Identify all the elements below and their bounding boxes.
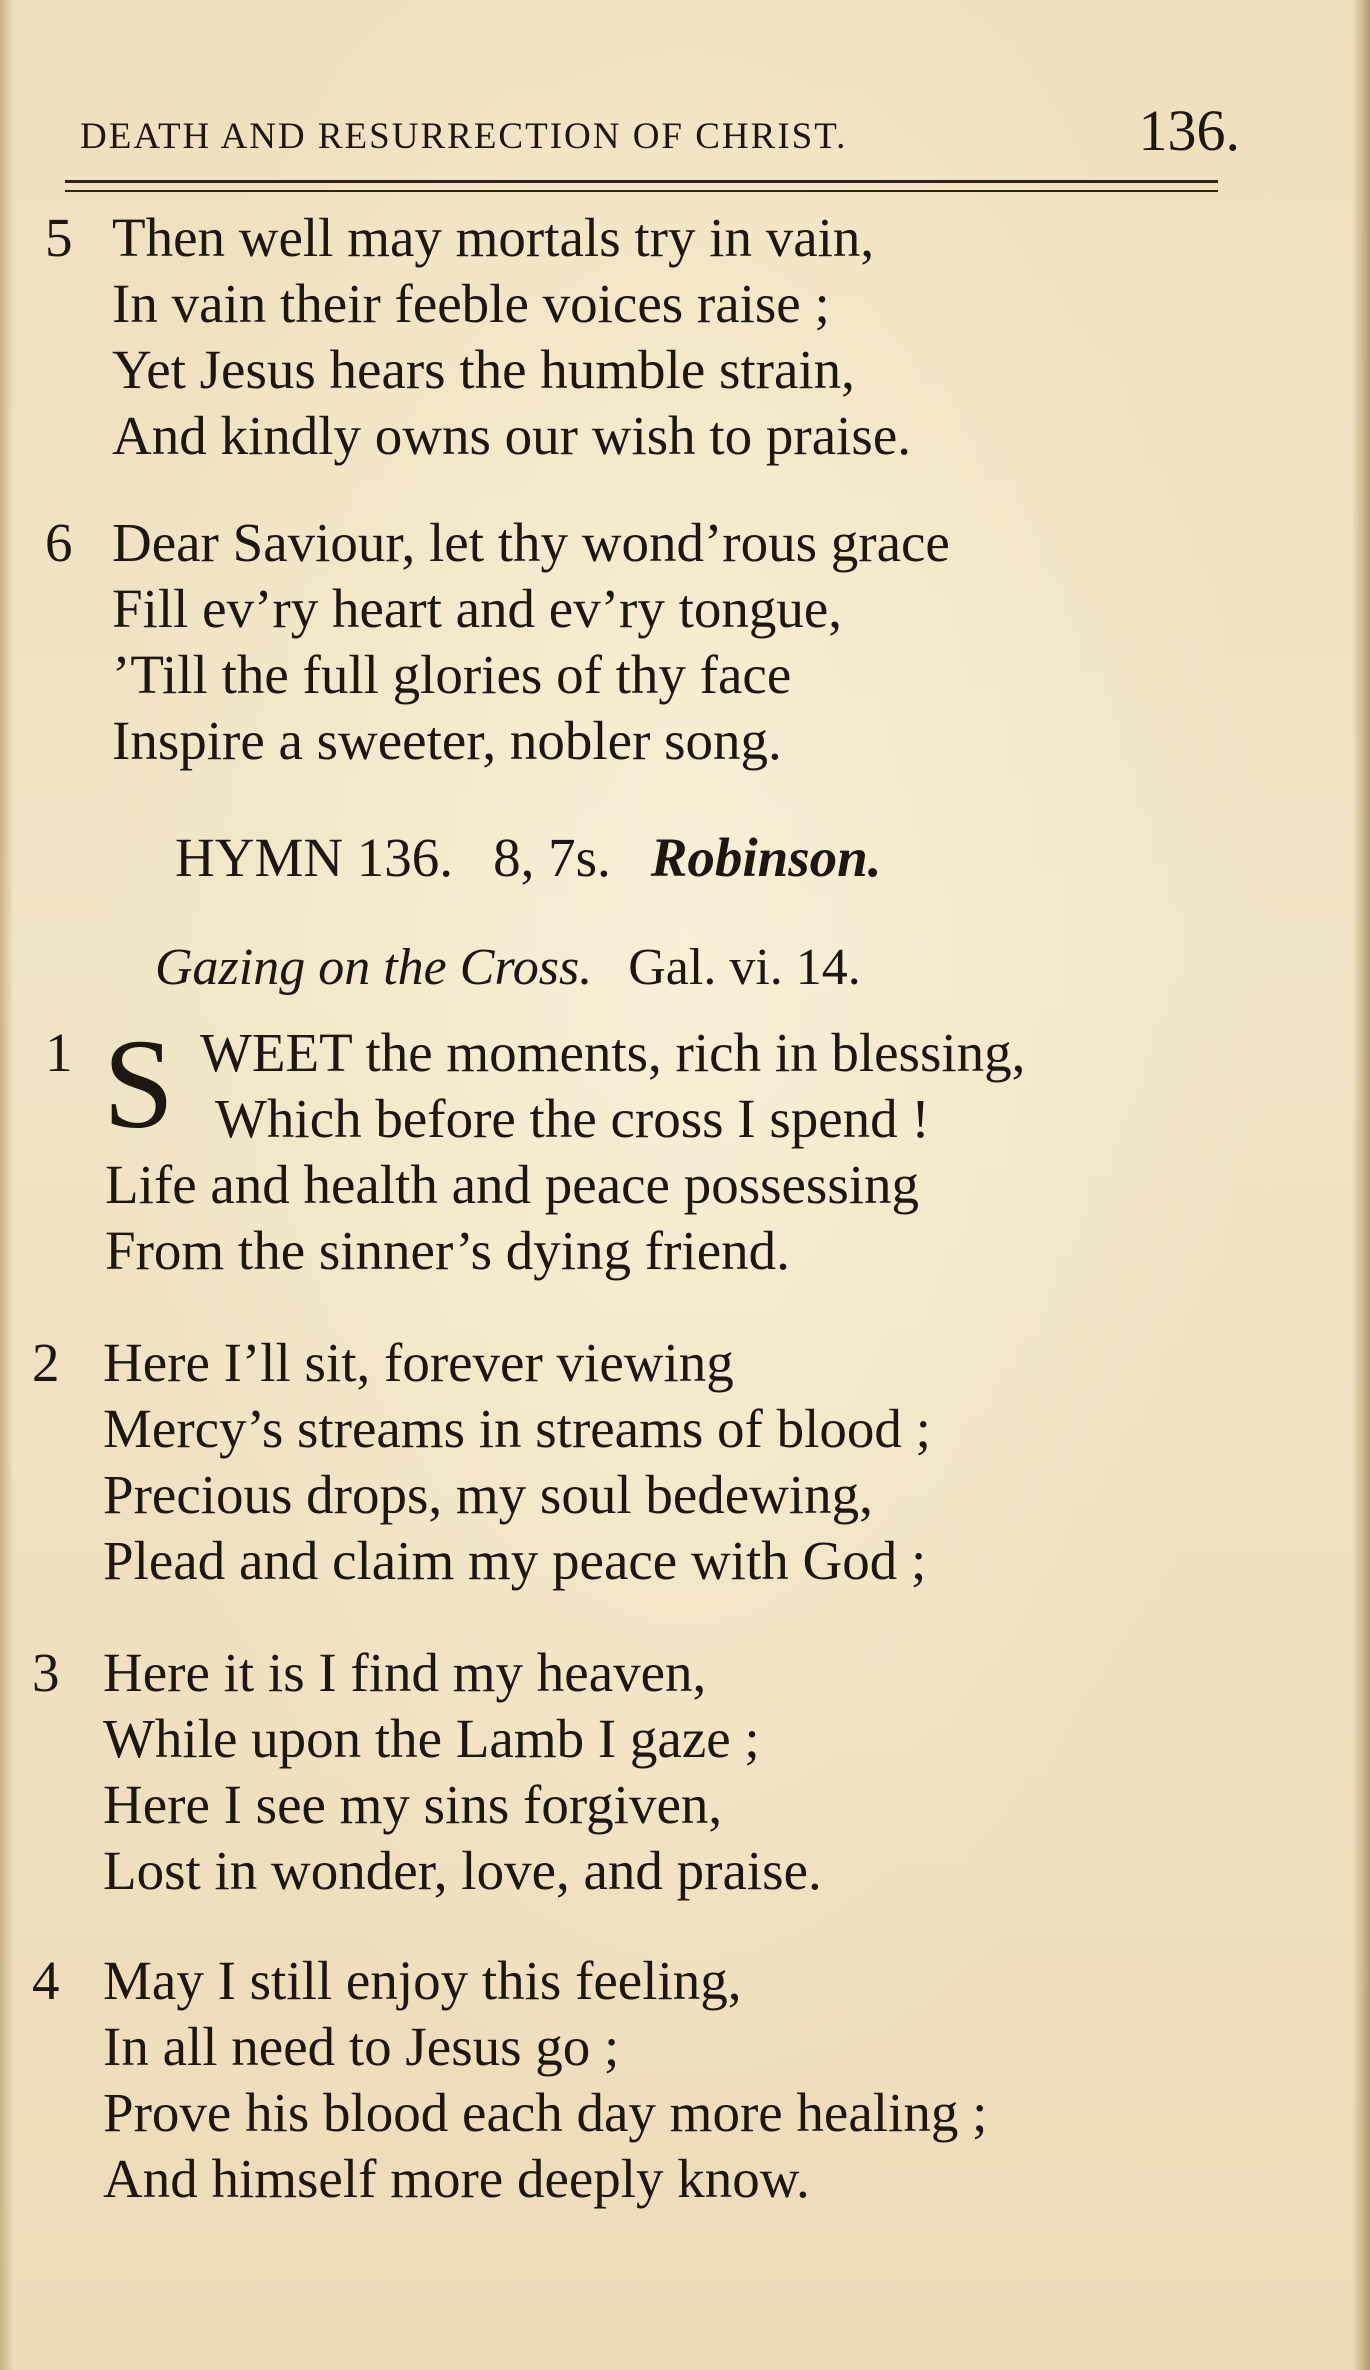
verse-line: Fill ev’ry heart and ev’ry tongue, — [112, 578, 843, 639]
hymn-title: HYMN 136. — [175, 827, 454, 888]
running-header — [80, 95, 1240, 165]
verse-line: Mercy’s streams in streams of blood ; — [103, 1398, 931, 1459]
verse-line: Lost in wonder, love, and praise. — [103, 1840, 822, 1901]
verse-line: Here I see my sins forgiven, — [103, 1774, 723, 1835]
drop-cap: S — [103, 1013, 175, 1155]
verse-line: Yet Jesus hears the humble strain, — [112, 339, 855, 400]
verse-line: WEET the moments, rich in blessing, — [200, 1022, 1026, 1083]
hymn-heading — [175, 825, 882, 891]
verse-line: Here I’ll sit, forever viewing — [103, 1332, 734, 1393]
verse-line: Which before the cross I spend ! — [215, 1088, 930, 1149]
verse-line: And kindly owns our wish to praise. — [112, 405, 911, 466]
verse-line: Life and health and peace possessing — [105, 1154, 920, 1215]
verse-number: 5 — [45, 207, 73, 268]
verse-line: In vain their feeble voices raise ; — [112, 273, 830, 334]
verse-number: 4 — [32, 1950, 60, 2011]
hymn-subtitle: Gazing on the Cross. — [155, 939, 593, 996]
scripture-reference: Gal. vi. 14. — [628, 939, 861, 996]
header-rule-bottom — [65, 190, 1218, 192]
verse-line: In all need to Jesus go ; — [103, 2016, 620, 2077]
verse-line: Precious drops, my soul bedewing, — [103, 1464, 873, 1525]
hymn-author: Robinson. — [650, 827, 882, 888]
verse-line: Then well may mortals try in vain, — [112, 207, 875, 268]
verse-line: Inspire a sweeter, nobler song. — [112, 710, 782, 771]
hymn-meter: 8, 7s. — [493, 827, 611, 888]
header-rule-top — [65, 180, 1218, 183]
verse-number: 6 — [45, 512, 73, 573]
verse-line: ’Till the full glories of thy face — [112, 644, 792, 705]
running-title: DEATH AND RESURRECTION OF CHRIST. — [80, 116, 848, 157]
verse-line: May I still enjoy this feeling, — [103, 1950, 742, 2011]
verse-number: 2 — [32, 1332, 60, 1393]
verse-number: 1 — [45, 1022, 73, 1083]
verse-line: Plead and claim my peace with God ; — [103, 1530, 927, 1591]
verse-line: And himself more deeply know. — [103, 2148, 810, 2209]
hymn-subtitle-line — [155, 935, 861, 1001]
page-edge-shadow-right — [1352, 0, 1370, 2370]
verse-line: From the sinner’s dying friend. — [105, 1220, 790, 1281]
verse-line: Here it is I find my heaven, — [103, 1642, 707, 1703]
verse-number: 3 — [32, 1642, 60, 1703]
page-edge-shadow-left — [0, 0, 14, 2370]
verse-line: Dear Saviour, let thy wond’rous grace — [112, 512, 950, 573]
verse-line: While upon the Lamb I gaze ; — [103, 1708, 760, 1769]
page-number: 136. — [1138, 98, 1240, 163]
verse-line: Prove his blood each day more healing ; — [103, 2082, 988, 2143]
